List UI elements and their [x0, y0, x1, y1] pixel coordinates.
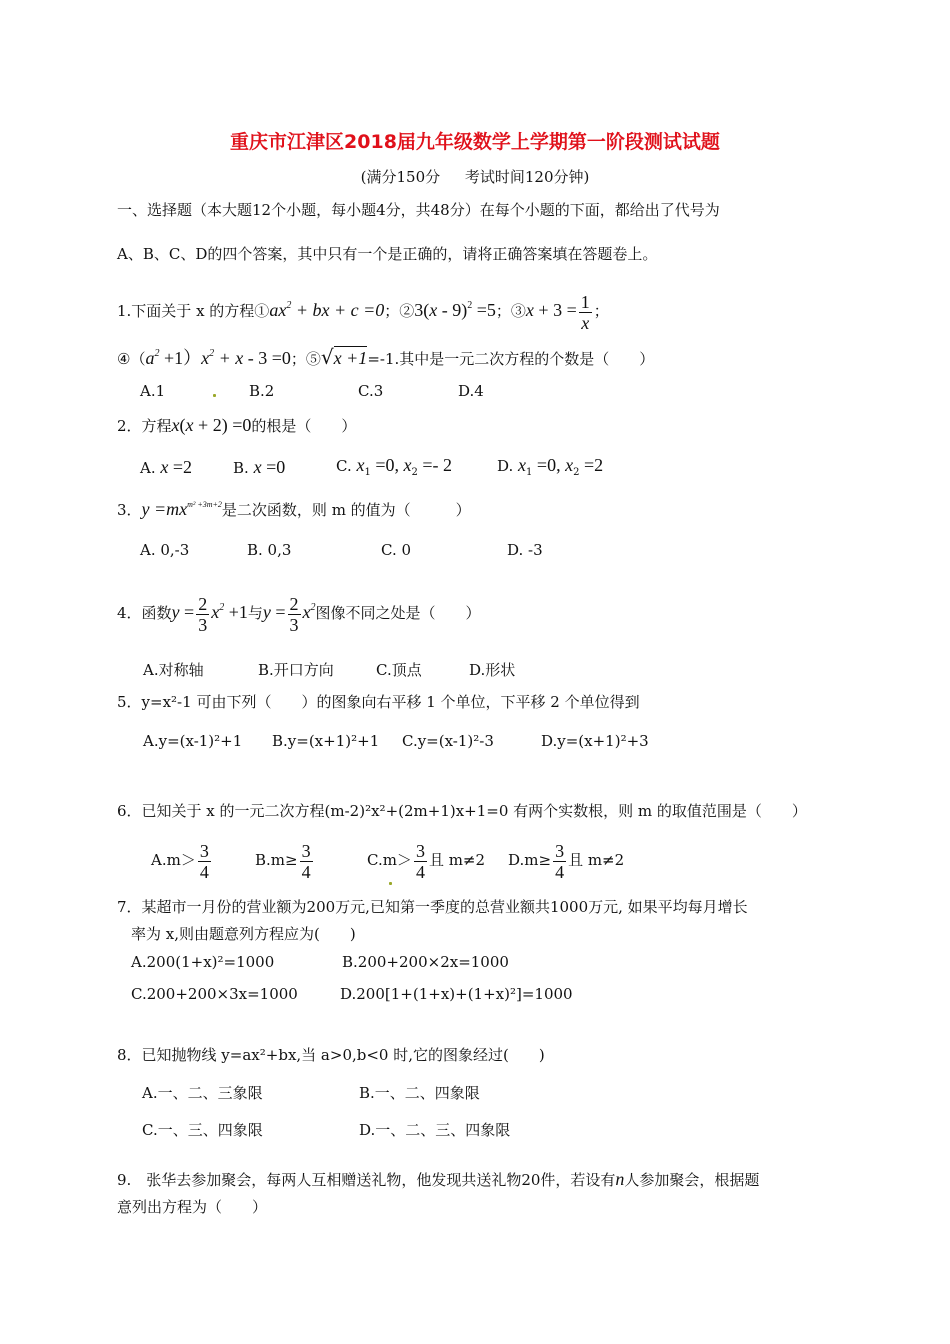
q1-option-d: D.4	[458, 382, 484, 400]
question-7-line1: 7．某超市一月份的营业额为200万元,已知第一季度的总营业额共1000万元, 如果平均每月增长	[117, 898, 748, 916]
q3-option-d: D. -3	[507, 541, 543, 559]
q6-option-d: D.m≥ $\frac{3}{4}$ 且 m≠2	[508, 840, 625, 882]
section-instructions-line2: A、B、C、D的四个答案，其中只有一个是正确的，请将正确答案填在答题卷上。	[117, 245, 658, 263]
q4-option-a: A.对称轴	[143, 661, 204, 679]
q3-option-a: A. 0,-3	[140, 541, 190, 559]
q8-option-d: D.一、二、三、四象限	[359, 1121, 511, 1139]
page-title: 重庆市江津区2018届九年级数学上学期第一阶段测试试题	[230, 131, 720, 153]
q1-eq2: 3(x - 9)$^2$ =5	[414, 300, 496, 320]
q5-option-a: A.y=(x-1)²+1	[143, 732, 243, 750]
q7-option-a: A.200(1+x)²=1000	[131, 953, 275, 971]
q2-option-b: B. x =0	[233, 457, 286, 477]
question-4: 4．函数y = $\frac{2}{3}$ $x^2 +1$与y = $\frac{2}{3}$ $x^2$图像不同之处是（ ）	[117, 593, 481, 635]
q9-variable: n	[615, 1169, 625, 1189]
q1-eq1: $ax^2$ + bx + c =0	[269, 300, 385, 320]
q1-sep1: ；②	[384, 302, 415, 320]
scan-dot	[389, 882, 392, 885]
q4-prefix: 4．函数	[117, 604, 172, 622]
q1-prefix: 1.下面关于 x 的方程①	[117, 302, 270, 320]
question-8: 8．已知抛物线 y=ax²+bx,当 a>0,b<0 时,它的图象经过( )	[117, 1046, 545, 1064]
q6-option-b: B.m≥ $\frac{3}{4}$	[255, 840, 311, 882]
q3-eq: $y =mx^{m^2 +3m+2}$	[141, 499, 222, 519]
q2-prefix: 2．方程	[117, 417, 172, 435]
q1-line2-end: =-1.其中是一元二次方程的个数是（ ）	[367, 350, 655, 368]
question-9-line2: 意列出方程为（ ）	[117, 1198, 268, 1216]
question-1-line2: $④(a^2 +1)x^2 + x - 3 =0$；⑤√x +1=-1.其中是一元二次方程的个数是（ ）	[117, 345, 655, 369]
q2-eq: x	[171, 415, 180, 435]
score-info: (满分150分	[360, 168, 441, 186]
question-5: 5．y=x²-1 可由下列（ ）的图象向右平移 1 个单位，下平移 2 个单位得到	[117, 693, 640, 711]
q9-text-b: 人参加聚会，根据题	[624, 1171, 760, 1189]
q9-text-a: 9. 张华去参加聚会，每两人互相赠送礼物，他发现共送礼物20件，若设有	[117, 1171, 616, 1189]
q4-fraction-2: $\frac{2}{3}$	[289, 593, 299, 635]
question-6: 6．已知关于 x 的一元二次方程(m-2)²x²+(2m+1)x+1=0 有两个实数根，则 m 的取值范围是（ ）	[117, 802, 807, 820]
question-9-line1	[117, 1167, 759, 1192]
q4-mid: 与	[247, 604, 263, 622]
q4-option-b: B.开口方向	[258, 661, 334, 679]
question-1: 1.下面关于 x 的方程$①ax^2$ + bx + c =0；②3(x - 9)$^2$ =5；③x + 3 = $\frac{1}{x}$ ；	[117, 291, 609, 333]
q4-option-d: D.形状	[469, 661, 516, 679]
q6-option-c: C.m＞ $\frac{3}{4}$ 且 m≠2	[367, 840, 486, 882]
q1-end: ；	[593, 302, 609, 320]
q3-prefix: 3．	[117, 501, 142, 519]
time-info: 考试时间120分钟)	[464, 168, 590, 186]
q1-option-c: C.3	[358, 382, 384, 400]
q1-eq3: x	[525, 300, 534, 320]
q2-option-c: C. $x_1 =0$, $x_2 =- 2$	[336, 455, 453, 478]
q5-option-c: C.y=(x-1)²-3	[402, 732, 494, 750]
scan-dot	[213, 394, 216, 397]
q7-option-c: C.200+200×3x=1000	[131, 985, 298, 1003]
q5-option-d: D.y=(x+1)²+3	[541, 732, 649, 750]
q5-option-b: B.y=(x+1)²+1	[272, 732, 380, 750]
q8-option-b: B.一、二、四象限	[359, 1084, 480, 1102]
q1-option-a: A.1	[140, 382, 166, 400]
q4-suffix: 图像不同之处是（ ）	[315, 604, 481, 622]
q1-fraction: $\frac{1}{x}$	[580, 291, 590, 333]
q2-suffix: 的根是（ ）	[251, 417, 357, 435]
question-7-line2: 率为 x,则由题意列方程应为( )	[131, 925, 356, 943]
q4-fraction-1: $\frac{2}{3}$	[198, 593, 208, 635]
q8-option-a: A.一、二、三象限	[142, 1084, 263, 1102]
q3-suffix: 是二次函数，则 m 的值为（ ）	[221, 501, 471, 519]
q3-option-b: B. 0,3	[247, 541, 292, 559]
q2-option-a: A. x =2	[140, 457, 193, 477]
q6-option-a: A.m＞ $\frac{3}{4}$	[151, 840, 209, 882]
section-instructions-line1: 一、选择题（本大题12个小题，每小题4分，共48分）在每个小题的下面，都给出了代号为	[117, 201, 720, 219]
q1-line2-start: ④（	[117, 350, 146, 368]
question-3	[117, 497, 471, 522]
q7-option-d: D.200[1+(1+x)+(1+x)²]=1000	[340, 985, 573, 1003]
question-2: 2．方程x(x + 2) =0的根是（ ）	[117, 415, 357, 435]
q1-option-b: B.2	[249, 382, 275, 400]
q2-option-d: D. $x_1 =0$, $x_2 =2$	[497, 455, 604, 478]
q1-sep2: ；③	[495, 302, 526, 320]
exam-info	[0, 166, 950, 187]
q1-sqrt: √x +1	[320, 345, 368, 369]
q1-line2-mid: ；⑤	[290, 350, 321, 368]
q7-option-b: B.200+200×2x=1000	[342, 953, 509, 971]
q8-option-c: C.一、三、四象限	[142, 1121, 263, 1139]
q4-option-c: C.顶点	[376, 661, 422, 679]
q3-option-c: C. 0	[381, 541, 412, 559]
q1-eq4: $a^2$	[145, 348, 160, 368]
